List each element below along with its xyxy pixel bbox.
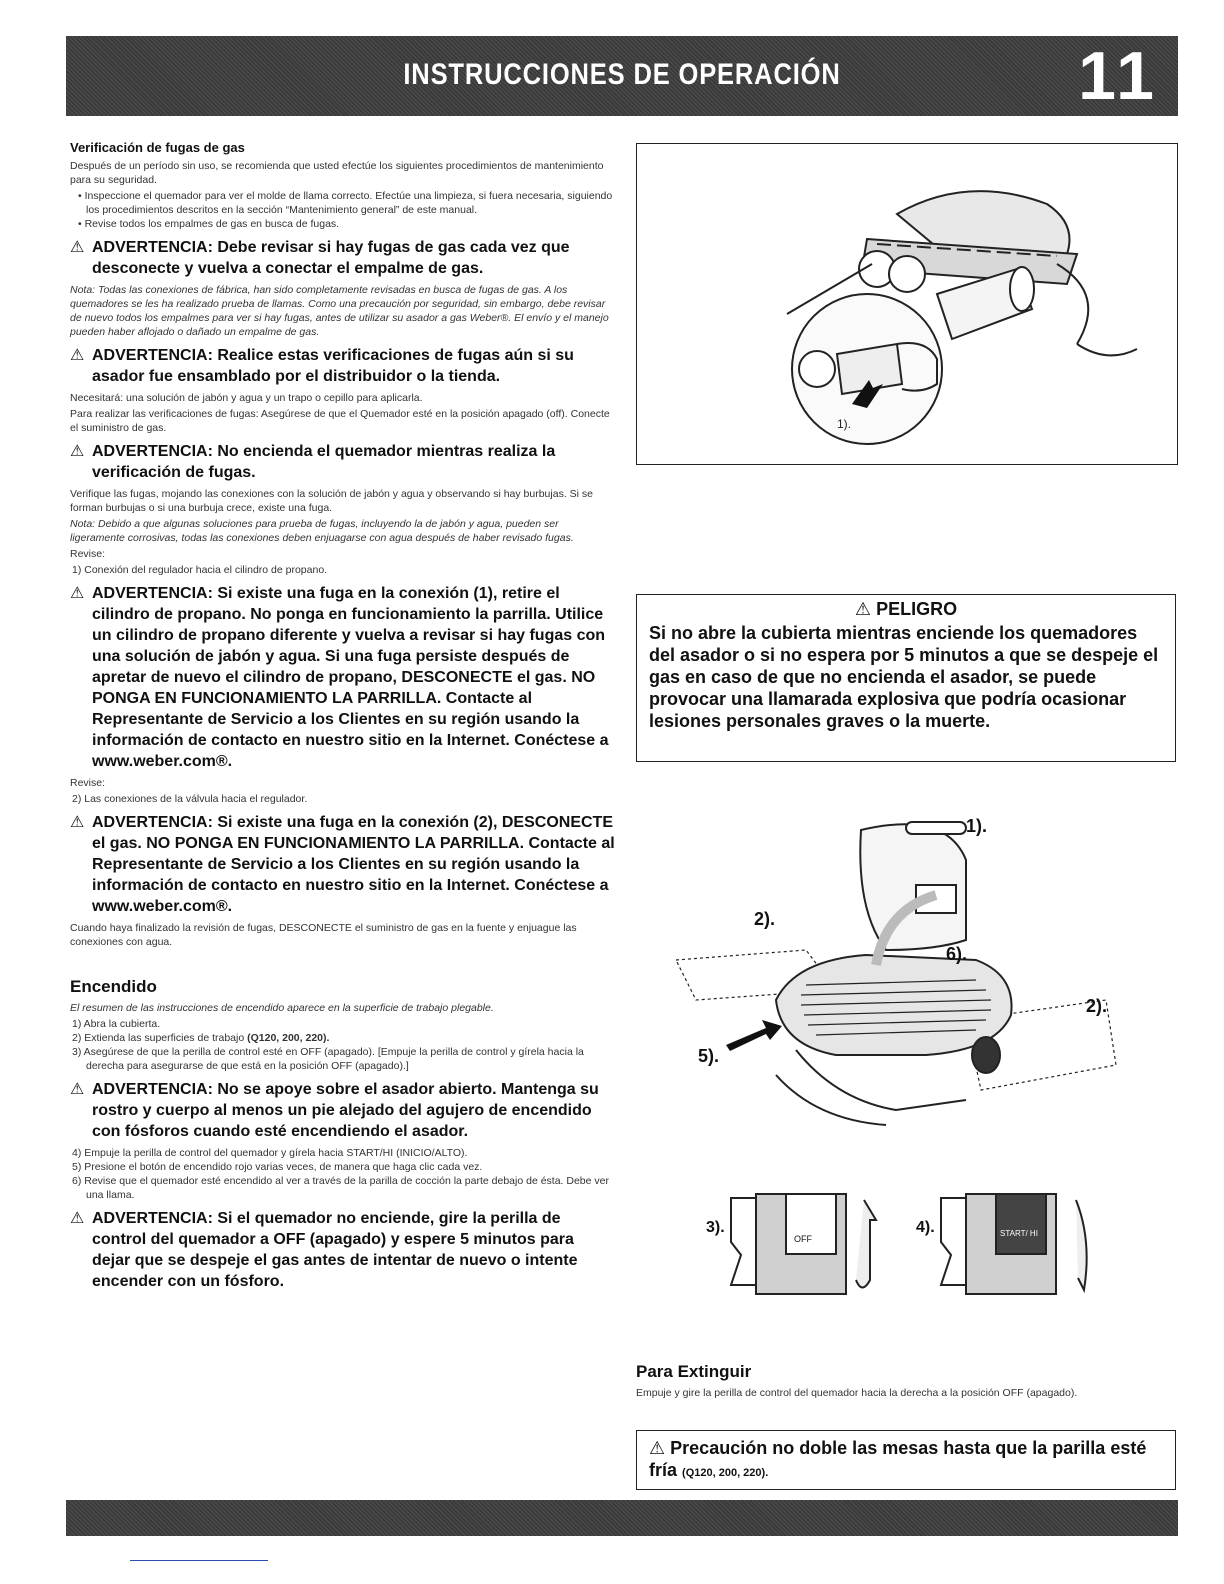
warning-icon: ⚠ <box>649 1438 666 1458</box>
check-label-2: Revise: <box>70 777 106 789</box>
step-1: 1) Abra la cubierta. <box>72 1018 161 1030</box>
lighting-heading: Encendido <box>70 977 157 996</box>
left-column <box>70 140 615 1296</box>
page-number: 11 <box>1078 38 1158 114</box>
warning-icon: ⚠ <box>70 347 85 364</box>
extinguish-heading: Para Extinguir <box>636 1362 752 1381</box>
warning-icon: ⚠ <box>70 585 85 602</box>
warning-icon: ⚠ <box>70 1081 85 1098</box>
warning-icon: ⚠ <box>70 239 85 256</box>
bullet-1: • Inspeccione el quemador para ver el molde de llama correcto. Efectúe una limpieza, si fuera necesaria, siguiendo los procedimientos descritos en la sección “Mantenimiento general” de este manual. <box>78 190 613 216</box>
leak-check-heading: Verificación de fugas de gas <box>70 140 245 155</box>
note-2: Nota: Debido a que algunas soluciones para prueba de fugas, incluyendo la de jabón y agua, pueden ser ligeramente corrosivas, todas las conexiones deben enjuagarse con agua después de haber revisado fugas. <box>70 518 574 544</box>
arrow-icon <box>726 1020 782 1051</box>
warning-3: ⚠ ADVERTENCIA: No encienda el quemador mientras realiza la verificación de fugas. <box>70 443 556 481</box>
step-5: 5) Presione el botón de encendido rojo varias veces, de manera que haga clic cada vez. <box>72 1161 483 1173</box>
callout-1: 1). <box>837 417 852 431</box>
caution-text: Precaución no doble las mesas hasta que la parilla esté fría <box>649 1438 1147 1480</box>
callout-2-left: 2). <box>754 909 776 929</box>
off-label: OFF <box>794 1234 812 1244</box>
extinguish-text: Empuje y gire la perilla de control del quemador hacia la derecha a la posición OFF (apagado). <box>636 1387 1078 1399</box>
danger-text: Si no abre la cubierta mientras enciende los quemadores del asador o si no espera por 5 minutos a que se despeje el gas en caso de que no encienda el asador, se puede provocar una llamarada explosiva que podría ocasionar lesiones personales graves o la muerte. <box>649 623 1159 731</box>
footer-line <box>130 1560 268 1561</box>
callout-2-right: 2). <box>1086 996 1108 1016</box>
warning-icon: ⚠ <box>854 599 872 619</box>
knob-figure <box>636 1180 1176 1310</box>
header-bar <box>66 36 1178 116</box>
bullet-2: • Revise todos los empalmes de gas en busca de fugas. <box>78 218 340 230</box>
check-label-1: Revise: <box>70 548 106 560</box>
step-4: 4) Empuje la perilla de control del quemador y gírela hacia START/HI (INICIO/ALTO). <box>72 1147 468 1159</box>
callout-1: 1). <box>966 816 988 836</box>
callout-6: 6). <box>946 944 968 964</box>
finish-text: Cuando haya finalizado la revisión de fugas, DESCONECTE el suministro de gas en la fuente y enjuague las conexiones con agua. <box>70 922 577 948</box>
callout-5: 5). <box>698 1046 720 1066</box>
extinguish-section <box>636 1362 1176 1402</box>
step-6: 6) Revise que el quemador esté encendido al ver a través de la parilla de cocción la parte debajo de ésta. Debe ver una llama. <box>72 1175 609 1201</box>
check-2: 2) Las conexiones de la válvula hacia el regulador. <box>72 793 308 805</box>
step-3: 3) Asegúrese de que la perilla de control esté en OFF (apagado). [Empuje la perilla de control y gírela hacia la derecha para asegurarse de que está en la posición OFF (apagado).] <box>72 1046 584 1072</box>
warning-1: ⚠ ADVERTENCIA: Debe revisar si hay fugas de gas cada vez que desconecte y vuelva a conectar el empalme de gas. <box>70 239 570 277</box>
callout-3: 3). <box>706 1219 725 1236</box>
note-1: Nota: Todas las conexiones de fábrica, han sido completamente revisadas en busca de fugas de gas. A los quemadores se les ha realizado prueba de llamas. Como una precaución por seguridad, sin embargo, debe revisar de nuevo todos los empalmes para ver si hay fugas, antes de utilizar su asador a gas Weber®. El envío y el manejo pueden haber aflojado o dañado un empalme de gas. <box>70 284 609 338</box>
verify-text: Verifique las fugas, mojando las conexiones con la solución de jabón y agua y observando si hay burbujas. Si se forman burbujas o si una burbuja crece, existe una fuga. <box>70 488 593 514</box>
warning-4: ⚠ ADVERTENCIA: Si existe una fuga en la conexión (1), retire el cilindro de propano. No ponga en funcionamiento la parrilla. Utilice un cilindro de propano diferente y vuelva a revisar si hay fugas con una solución de jabón y agua. Si una fuga persiste después de apretar de nuevo el cilindro de propano, DESCONECTE el gas. NO PONGA EN FUNCIONAMIENTO LA PARRILLA. Contacte al Representante de Servicio a los Clientes en su región usando la información de contacto en nuestro sitio en la Internet. Conéctese a www.weber.com®. <box>70 585 609 770</box>
caution-models: (Q120, 200, 220). <box>682 1467 769 1479</box>
callout-4: 4). <box>916 1219 935 1236</box>
page-title: INSTRUCCIONES DE OPERACIÓN <box>403 58 841 91</box>
danger-box <box>636 594 1176 762</box>
lighting-summary: El resumen de las instrucciones de encendido aparece en la superficie de trabajo plegable. <box>70 1002 494 1014</box>
warning-icon: ⚠ <box>70 814 85 831</box>
warning-icon: ⚠ <box>70 443 85 460</box>
caution-box <box>636 1430 1176 1490</box>
need-text: Necesitará: una solución de jabón y agua y un trapo o cepillo para aplicarla. <box>70 392 423 404</box>
grill-regulator-illustration <box>637 144 1177 464</box>
leak-check-figure <box>636 143 1178 465</box>
start-label: START/ HI <box>1000 1229 1038 1238</box>
leak-check-intro: Después de un período sin uso, se recomienda que usted efectúe los siguientes procedimientos de mantenimiento para su seguridad. <box>70 160 604 186</box>
warning-icon: ⚠ <box>70 1210 85 1227</box>
danger-title: ⚠ PELIGRO <box>854 599 958 619</box>
warning-5: ⚠ ADVERTENCIA: Si existe una fuga en la conexión (2), DESCONECTE el gas. NO PONGA EN FUNCIONAMIENTO LA PARRILLA. Contacte al Representante de Servicio a los Clientes en su región usando la información de contacto en nuestro sitio en la Internet. Conéctese a www.weber.com®. <box>70 814 615 915</box>
footer-bar <box>66 1500 1178 1536</box>
grill-open-figure <box>636 800 1176 1140</box>
warning-7: ⚠ ADVERTENCIA: Si el quemador no enciende, gire la perilla de control del quemador a OFF (apagado) y espere 5 minutos para dejar que se despeje el gas antes de intentar de nuevo o intente encender con un fósforo. <box>70 1210 578 1290</box>
prep-text: Para realizar las verificaciones de fugas: Asegúrese de que el Quemador esté en la posición apagado (off). Conecte el suministro de gas. <box>70 408 610 434</box>
step-2: 2) Extienda las superficies de trabajo (Q120, 200, 220). <box>72 1032 330 1044</box>
warning-2: ⚠ ADVERTENCIA: Realice estas verificaciones de fugas aún si su asador fue ensamblado por el distribuidor o la tienda. <box>70 347 574 385</box>
check-1: 1) Conexión del regulador hacia el cilindro de propano. <box>72 564 328 576</box>
warning-6: ⚠ ADVERTENCIA: No se apoye sobre el asador abierto. Mantenga su rostro y cuerpo al menos un pie alejado del agujero de encendido con fósforos cuando esté encendiendo el asador. <box>70 1081 599 1140</box>
